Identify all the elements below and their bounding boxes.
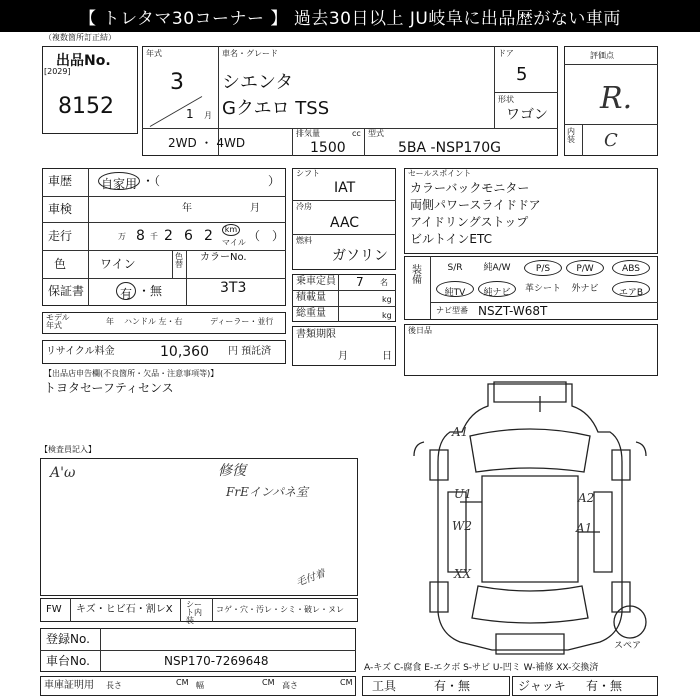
color-label: 色: [54, 257, 67, 271]
equip-r1-item-4: ABS: [612, 260, 650, 276]
inspector-note-right-1: 修復: [218, 463, 246, 479]
inspection-year-unit: 年: [182, 203, 192, 214]
mileage-label: 走行: [48, 229, 73, 243]
history-value: 自家用: [100, 177, 137, 191]
equip-r2-item-1: 純ナビ: [478, 281, 516, 297]
model-row-year: 年: [106, 317, 114, 326]
mileage-paren: （ ）: [248, 229, 285, 243]
load-label: 積載量: [296, 292, 326, 303]
doors-label: ドア: [498, 49, 514, 58]
mark-a1-top: A1: [452, 425, 469, 439]
gross-unit: kg: [382, 311, 392, 320]
inspector-note-right-2: FrEインパネ室: [226, 485, 308, 499]
equipment-label: 装備: [412, 265, 422, 286]
interior-value: C: [604, 130, 618, 151]
shift-value: IAT: [334, 180, 356, 196]
cert-height: 高さ: [282, 681, 298, 690]
fuel-label: 燃料: [296, 236, 312, 245]
cert-height-unit: CM: [340, 678, 353, 687]
shift-label: シフト: [296, 169, 320, 178]
year-month-unit: 月: [204, 111, 212, 120]
options-label: 後日品: [408, 326, 432, 335]
body-label: 形状: [498, 95, 514, 104]
body-value: ワゴン: [506, 107, 548, 123]
displacement-label: 排気量: [296, 129, 320, 138]
mark-w2: W2: [452, 519, 472, 533]
registration-label: 登録No.: [46, 632, 90, 646]
equip-r2-item-0: 純TV: [436, 281, 474, 297]
equip-r1-item-2: P/S: [524, 260, 562, 276]
lot-label: 出品No.: [56, 53, 111, 69]
car-damage-diagram: [400, 372, 660, 662]
year-month: 1: [186, 107, 194, 121]
lot-number: 8152: [58, 94, 114, 119]
inspector-header: 【検査員記入】: [40, 445, 96, 454]
warranty-yes: [116, 282, 136, 300]
lot-year-tag: [2029]: [44, 67, 71, 76]
fw-text: キズ・ヒビ石・割レX: [76, 604, 173, 615]
colorno-label: カラーNo.: [200, 252, 247, 263]
interior-label: 内装: [567, 127, 575, 144]
mark-a1-right: A1: [576, 521, 593, 535]
history-label: 車歴: [48, 174, 73, 188]
model-row-dealer: ディーラー・並行: [210, 317, 274, 326]
navi-value: NSZT-W68T: [478, 304, 548, 318]
capacity-unit: 名: [380, 278, 388, 287]
displacement-unit: cc: [352, 129, 361, 138]
history-circle: [98, 172, 140, 190]
car-grade: Gクエロ TSS: [222, 98, 330, 119]
chassis-value: NSP170-7269648: [164, 654, 269, 668]
car-name: シエンタ: [222, 72, 294, 93]
equip-r2-item-4: エアB: [612, 281, 650, 297]
sales-item-1: カラーバックモニター: [410, 181, 530, 195]
load-unit: kg: [382, 295, 392, 304]
warranty-label: 保証書: [48, 284, 85, 298]
year-label: 年式: [146, 49, 162, 58]
top-note: （複数箇所訂正結）: [44, 33, 116, 42]
sales-item-2: 両側パワースライドドア: [410, 198, 541, 212]
banner-title: 【 トレタマ30コーナー 】 過去30日以上 JU岐阜に出品歴がない車両: [0, 0, 700, 32]
report-text: トヨタセーフティセンス: [44, 381, 174, 395]
recycle-unit: 円 預託済: [228, 346, 272, 357]
recycle-label: リサイクル料金: [46, 346, 115, 357]
tools-label: 工具: [372, 679, 397, 693]
fuel-value: ガソリン: [332, 248, 388, 264]
inspector-note-left: A'ω: [50, 465, 76, 481]
year-value: 3: [170, 70, 184, 95]
report-header: 【出品店申告欄(不良箇所・欠品・注意事項等)】: [44, 369, 219, 378]
car-label: 車名・グレード: [222, 49, 278, 58]
sales-item-3: アイドリングストップ: [410, 215, 529, 229]
mileage-d1: 千: [150, 232, 158, 241]
cert-width-unit: CM: [262, 678, 275, 687]
mark-xx: XX: [454, 567, 472, 581]
warranty-yes-text: 有: [119, 287, 132, 301]
mileage-d3: 6: [184, 228, 193, 244]
capacity-value: 7: [356, 275, 364, 289]
model-code-label: 型式: [368, 129, 384, 138]
dereg-month: 月: [338, 351, 348, 362]
mark-a2: A2: [578, 491, 595, 505]
equip-r1-item-0: S/R: [447, 263, 463, 273]
drive-type: 2WD ・ 4WD: [168, 136, 246, 150]
cert-length: 長さ: [106, 681, 122, 690]
seat-handnote: 毛付着: [294, 568, 327, 589]
sales-label: セールスポイント: [408, 169, 472, 178]
cert-width: 幅: [196, 681, 204, 690]
score-value: R.: [600, 81, 633, 116]
mileage-d2: 2: [164, 228, 173, 244]
chassis-label: 車台No.: [46, 654, 90, 668]
aircon-label: 冷房: [296, 202, 312, 211]
sales-item-4: ビルトインETC: [410, 232, 492, 246]
mileage-km-unit: km: [224, 225, 238, 234]
cert-label: 車庫証明用: [44, 680, 94, 691]
displacement-value: 1500: [310, 140, 346, 156]
equip-r2-item-2: 革シート: [524, 284, 561, 294]
seat-label: シート内装: [186, 600, 202, 625]
gross-label: 総重量: [296, 308, 326, 319]
model-code-value: 5BA -NSP170G: [398, 140, 501, 156]
fw-label: FW: [46, 604, 62, 615]
equip-r1-item-1: 純A/W: [483, 263, 511, 273]
recycle-value: 10,360: [160, 344, 209, 360]
doors-value: 5: [516, 64, 528, 85]
jack-value: 有・無: [586, 679, 623, 693]
inspection-label: 車検: [48, 202, 73, 216]
equip-r1-item-3: P/W: [566, 260, 604, 276]
dereg-day: 日: [382, 351, 392, 362]
seat-text: コゲ・穴・汚レ・シミ・破レ・ヌレ: [216, 605, 344, 614]
mileage-d0: 8: [136, 228, 145, 244]
dereg-label: 書類期限: [296, 329, 336, 340]
mark-spare: スペア: [614, 641, 642, 651]
model-row-label: モデル年式: [46, 313, 70, 330]
mileage-d4: 2: [204, 228, 213, 244]
inspection-month-unit: 月: [250, 203, 260, 214]
legend: A-キズ C-腐食 E-エクボ S-サビ U-凹ミ W-補修 XX-交換済: [364, 663, 599, 673]
mark-u1: U1: [454, 487, 472, 501]
color-value: ワイン: [100, 257, 136, 271]
history-rest: ・（ ）: [142, 174, 281, 188]
mileage-mile: マイル: [222, 238, 246, 247]
cert-length-unit: CM: [176, 678, 189, 687]
options-box: [404, 324, 658, 376]
navi-label: ナビ型番: [436, 306, 468, 315]
mileage-km: [222, 224, 240, 236]
mileage-man: 万: [118, 232, 126, 241]
score-label: 評価点: [590, 51, 614, 60]
warranty-no: ・無: [138, 284, 163, 298]
equip-r2-item-3: 外ナビ: [571, 284, 599, 294]
model-row-handle: ハンドル 左・右: [124, 317, 183, 326]
tools-value: 有・無: [434, 679, 471, 693]
jack-label: ジャッキ: [518, 679, 566, 693]
aircon-value: AAC: [330, 215, 360, 231]
color-change-label: 色替: [175, 252, 183, 269]
capacity-label: 乗車定員: [296, 276, 336, 287]
colorno-value: 3T3: [220, 280, 247, 296]
